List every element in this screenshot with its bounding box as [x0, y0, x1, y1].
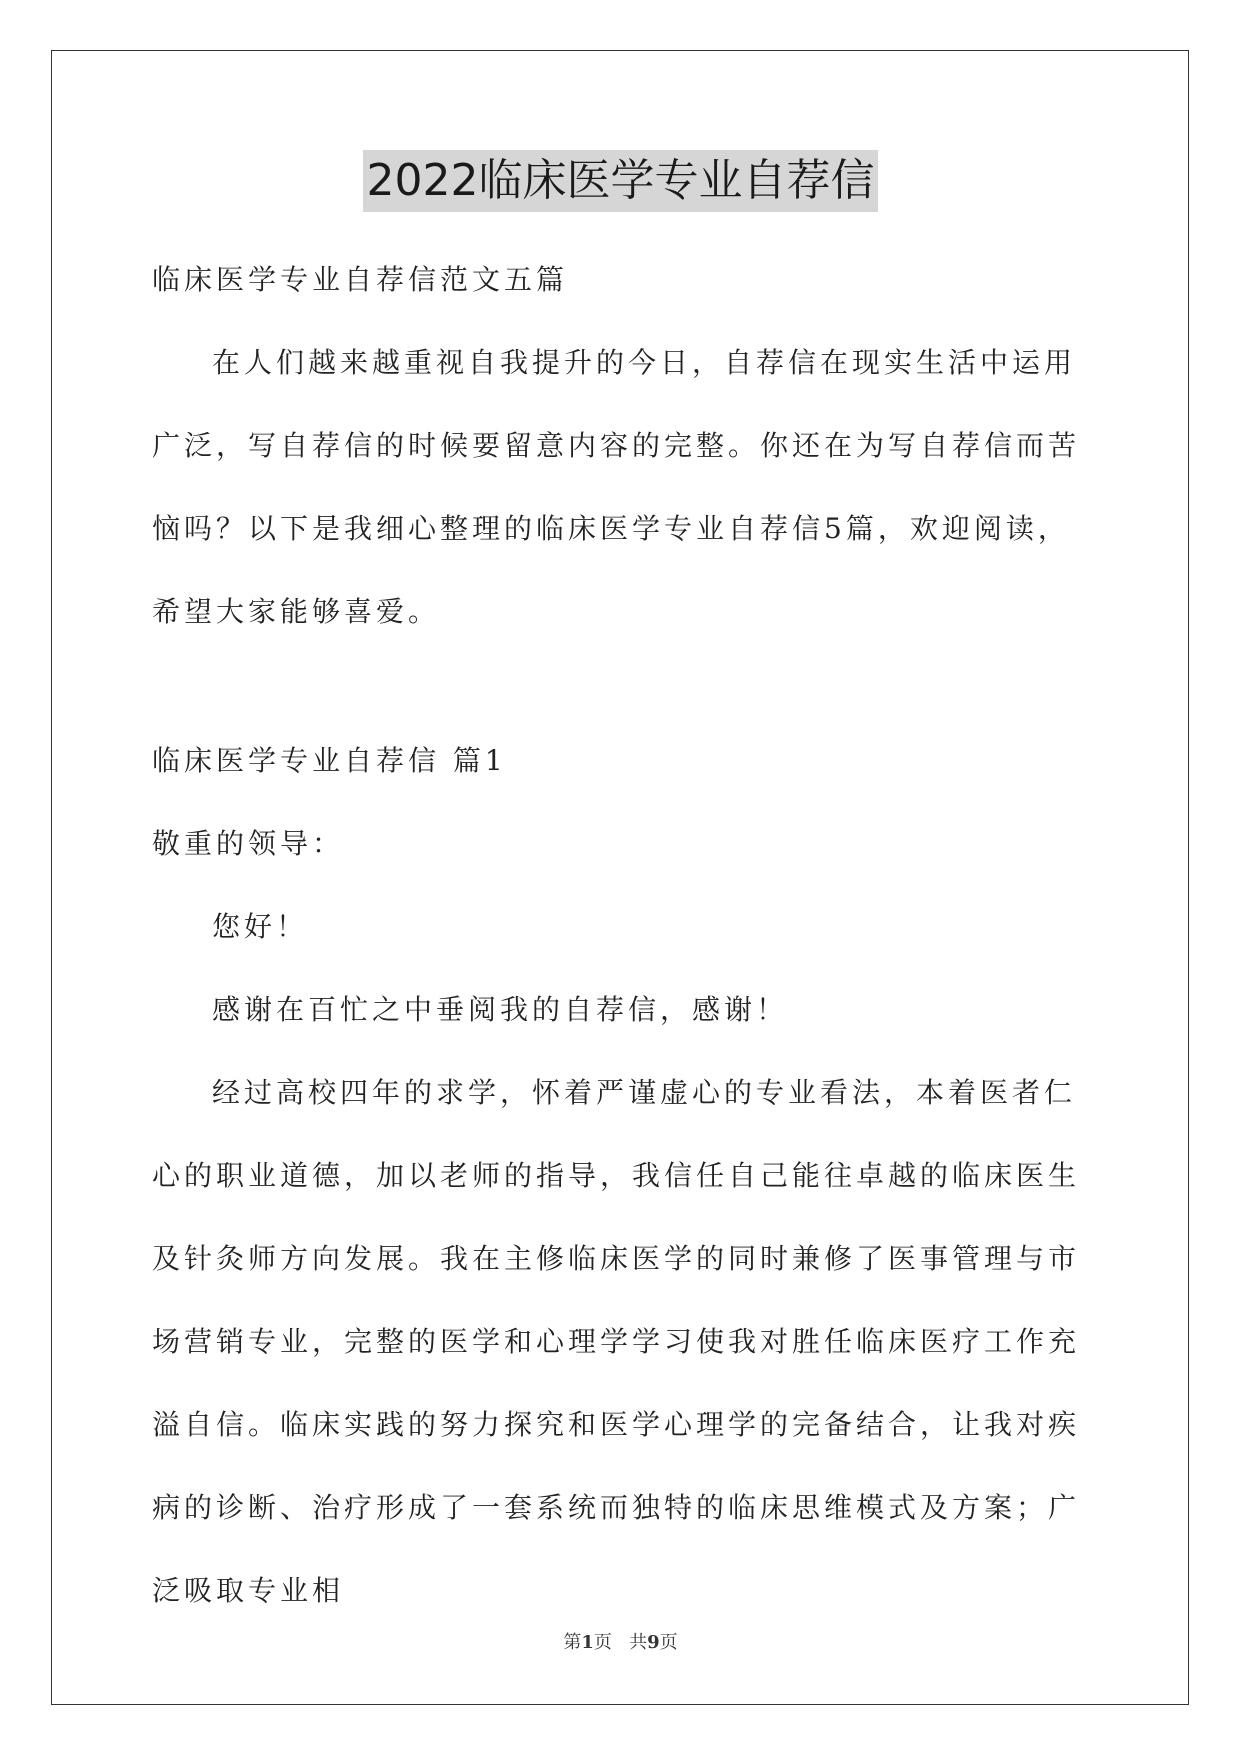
body-paragraph: 经过高校四年的求学，怀着严谨虚心的专业看法，本着医者仁心的职业道德，加以老师的指导，我信任自己能往卓越的临床医生及针灸师方向发展。我在主修临床医学的同时兼修了医事管理与市场营销专业，完整的医学和心理学学习使我对胜任临床医疗工作充溢自信。临床实践的努力探究和医学心理学的完备结合，让我对疾病的诊断、治疗形成了一套系统而独特的临床思维模式及方案；广泛吸取专业相: [152, 1076, 1081, 1607]
greeting: 您好！: [212, 910, 309, 943]
footer-page-current: 1: [581, 1632, 594, 1653]
paragraph-spacer: [152, 653, 1092, 719]
footer-page-middle: 页 共: [593, 1632, 648, 1653]
document-subtitle: 临床医学专业自荐信范文五篇: [152, 263, 569, 296]
page-footer: [0, 1628, 1241, 1654]
document-title: 2022临床医学专业自荐信: [363, 150, 879, 212]
footer-page-prefix: 第: [563, 1632, 582, 1653]
thanks-paragraph: 感谢在百忙之中垂阅我的自荐信，感谢！: [212, 993, 789, 1026]
intro-paragraph: 在人们越来越重视自我提升的今日，自荐信在现实生活中运用广泛，写自荐信的时候要留意内容的完整。你还在为写自荐信而苦恼吗？以下是我细心整理的临床医学专业自荐信5篇，欢迎阅读，希望大家能够喜爱。: [152, 346, 1081, 628]
footer-page-total: 9: [647, 1632, 660, 1653]
footer-page-suffix: 页: [659, 1632, 678, 1653]
document-body: [152, 238, 1092, 1632]
salutation: 敬重的领导：: [152, 827, 345, 860]
title-container: [0, 150, 1241, 212]
section-heading: 临床医学专业自荐信 篇1: [152, 744, 507, 777]
